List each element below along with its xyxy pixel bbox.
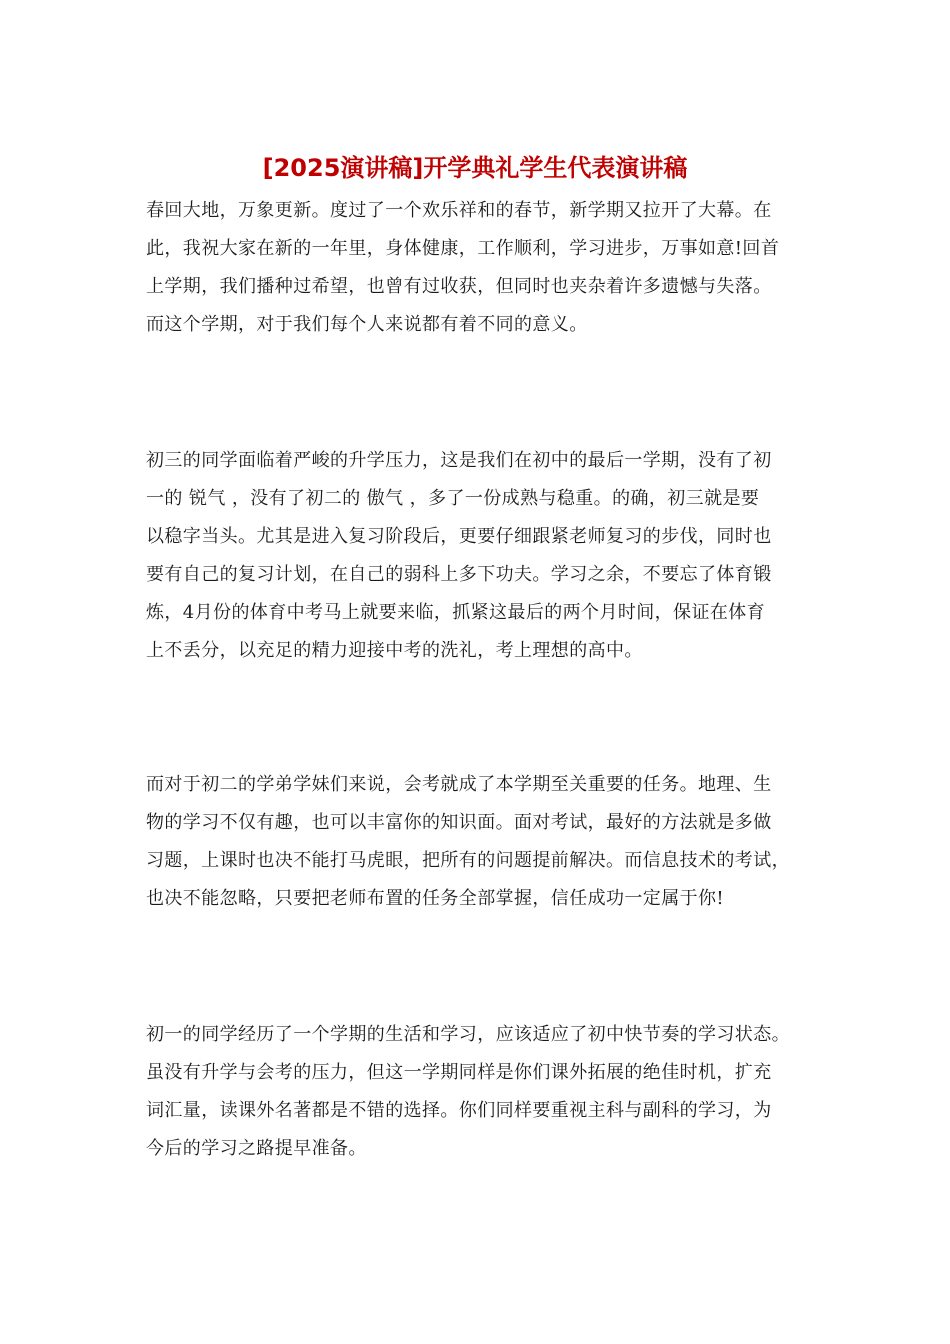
text-line: 初三的同学面临着严峻的升学压力，这是我们在初中的最后一学期，没有了初 <box>146 450 772 471</box>
text-line: 今后的学习之路提早准备。 <box>146 1138 367 1159</box>
paragraph-grade-one <box>146 1016 790 1168</box>
text-line: 虽没有升学与会考的压力，但这一学期同样是你们课外拓展的绝佳时机，扩充 <box>146 1062 772 1083</box>
text-line: 物的学习不仅有趣，也可以丰富你的知识面。面对考试，最好的方法就是多做 <box>146 812 772 833</box>
text-line: 上学期，我们播种过希望，也曾有过收获，但同时也夹杂着许多遗憾与失落。 <box>146 276 772 297</box>
text-line: 以稳字当头。尤其是进入复习阶段后，更要仔细跟紧老师复习的步伐，同时也 <box>146 526 772 547</box>
text-line: 习题，上课时也决不能打马虎眼，把所有的问题提前解决。而信息技术的考试， <box>146 850 790 871</box>
text-line: 炼，4月份的体育中考马上就要来临，抓紧这最后的两个月时间，保证在体育 <box>146 602 766 623</box>
text-line: 而这个学期，对于我们每个人来说都有着不同的意义。 <box>146 314 588 335</box>
text-line: 上不丢分，以充足的精力迎接中考的洗礼，考上理想的高中。 <box>146 640 643 661</box>
paragraph-grade-two <box>146 766 790 918</box>
document-title: [2025演讲稿]开学典礼学生代表演讲稿 <box>262 154 688 182</box>
paragraph-intro <box>146 192 779 344</box>
text-line: 初一的同学经历了一个学期的生活和学习，应该适应了初中快节奏的学习状态。 <box>146 1024 790 1045</box>
text-line: 而对于初二的学弟学妹们来说，会考就成了本学期至关重要的任务。地理、生 <box>146 774 772 795</box>
text-line: 词汇量，读课外名著都是不错的选择。你们同样要重视主科与副科的学习，为 <box>146 1100 772 1121</box>
paragraph-grade-three <box>146 442 772 670</box>
text-line: 春回大地，万象更新。度过了一个欢乐祥和的春节，新学期又拉开了大幕。在 <box>146 200 772 221</box>
text-line: 一的 锐气 ，没有了初二的 傲气 ，多了一份成熟与稳重。的确，初三就是要 <box>146 488 760 509</box>
text-line: 也决不能忽略，只要把老师布置的任务全部掌握，信任成功一定属于你! <box>146 888 725 909</box>
text-line: 要有自己的复习计划，在自己的弱科上多下功夫。学习之余，不要忘了体育锻 <box>146 564 772 585</box>
text-line: 此，我祝大家在新的一年里，身体健康，工作顺利，学习进步，万事如意!回首 <box>146 238 780 259</box>
